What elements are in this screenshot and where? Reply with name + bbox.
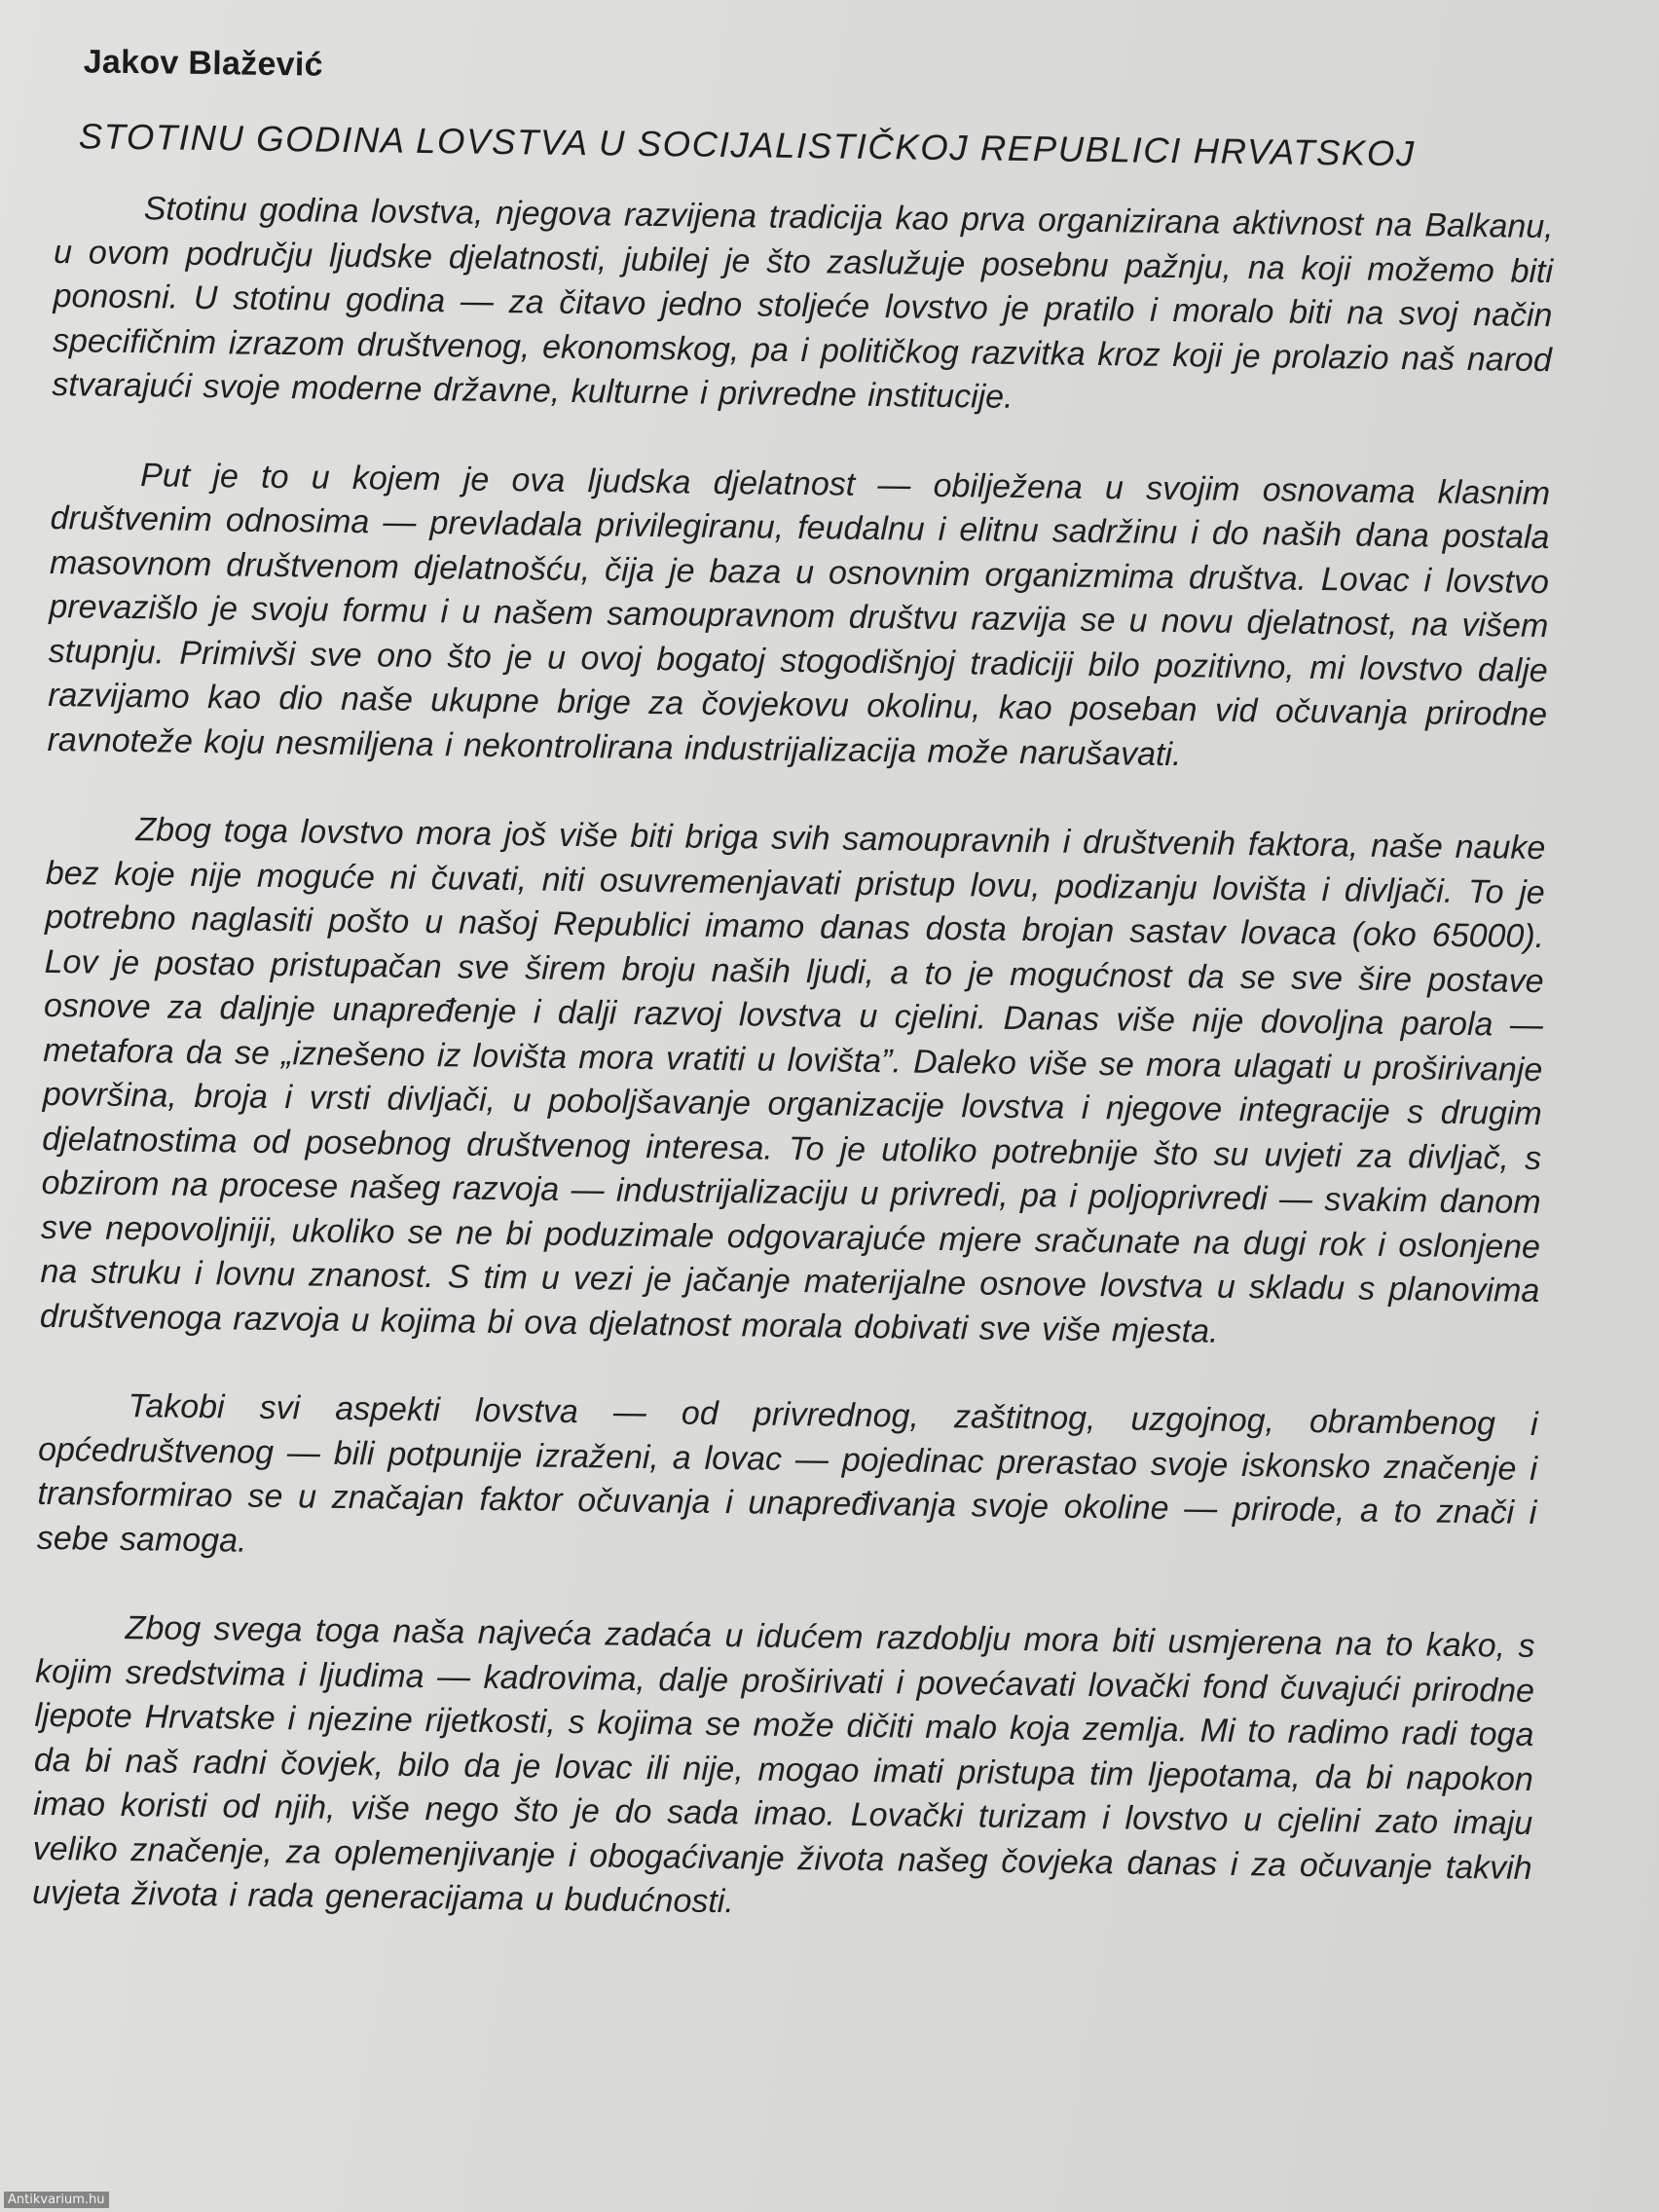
paragraph-1: Stotinu godina lovstva, njegova razvijena tradicija kao prva organizirana aktivnost na Balkanu, u ovom području ljudske djelatnosti, jubilej je što zaslužuje posebnu pažnju, na koji možemo biti ponosni. U stotinu godina — za čitavo jedno stoljeće lovstvo je pratilo i moralo biti na svoj način specifičnim izrazom društvenog, ekonomskog, pa i političkog razvitka kroz koji je prolazio naš narod stvarajući svoje moderne državne, kulturne i privredne institucije. — [52, 190, 1554, 416]
paragraph-3: Zbog toga lovstvo mora još više biti briga svih samoupravnih i društvenih faktora, naše nauke bez koje nije moguće ni čuvati, niti osuvremenjavati pristup lovu, podizanju lovišta i divljači. To je potrebno naglasiti pošto u našoj Republici imamo danas dosta brojan sastav lovaca (oko 65000). Lov je postao pristupačan sve širem broju naših ljudi, a to je mogućnost da se sve šire postave osnove za daljnje unapređenje i dalji razvoj lovstva u cjelini. Danas više nije dovoljna parola — metafora da se „iznešeno iz lovišta mora vratiti u lovišta”. Daleko više se mora ulagati u proširivanje površina, broja i vrsti divljači, u poboljšavanje organizacije lovstva i njegove integracije s drugim djelatnostima od posebnog društvenog interesa. To je utoliko potrebnije što su uvjeti za divljač, s obzirom na procese našeg razvoja — industrijalizaciju u privredi, pa i poljoprivredi — svakim danom sve nepovoljniji, ukoliko se ne bi poduzimale odgovarajuće mjere sračunate na dugi rok i oslonjene na struku i lovnu znanost. S tim u vezi je jačanje materijalne osnove lovstva u skladu s planovima društvenoga razvoja u kojima bi ova djelatnost morala dobivati sve više mjesta. — [39, 811, 1546, 1350]
author-name: Jakov Blažević — [83, 43, 324, 84]
document-body — [31, 43, 1556, 1979]
paragraph-5: Zbog svega toga naša najveća zadaća u idućem razdoblju mora biti usmjerena na to kako, s kojim sredstvima i ljudima — kadrovima, dalje proširivati i povećavati lovački fond čuvajući prirodne ljepote Hrvatske i njezine rijetkosti, s kojima se može dičiti malo koja zemlja. Mi to radimo radi toga da bi naš radni čovjek, bilo da je lovac ili nije, mogao imati pristupa tim ljepotama, da bi napokon imao koristi od njih, više nego što je do sada imao. Lovački turizam i lovstvo u cjelini zato imaju veliko značenje, za oplemenjivanje i obogaćivanje života našeg čovjeka danas i za očuvanje takvih uvjeta života i rada generacijama u budućnosti. — [31, 1609, 1535, 1921]
paragraph-2: Put je to u kojem je ova ljudska djelatnost — obilježena u svojim osnovama klasnim društvenim odnosima — prevladala privilegiranu, feudalnu i elitnu sadržinu i do naših dana postala masovnom društvenom djelatnošću, čija je baza u osnovnim organizmima društva. Lovac i lovstvo prevazišlo je svoju formu i u našem samoupravnom društvu razvija se u novu djelatnost, na višem stupnju. Primivši sve ono što je u ovoj bogatoj stogodišnjoj tradiciji bilo pozitivno, mi lovstvo dalje razvijamo kao dio naše ukupne brige za čovjekovu okolinu, kao poseban vid očuvanja prirodne ravnoteže koju nesmiljena i nekontrolirana industrijalizacija može narušavati. — [47, 456, 1551, 773]
article-title: STOTINU GODINA LOVSTVA U SOCIJALISTIČKOJ REPUBLICI HRVATSKOJ — [78, 116, 1417, 174]
paragraph-4: Takobi svi aspekti lovstva — od privrednog, zaštitnog, uzgojnog, obrambenog i općedruštvenog — bili potpunije izraženi, a lovac — pojedinac prerastao svoje iskonsko značenje i transformirao se u značajan faktor očuvanja i unapređivanja svoje okoline — prirode, a to znači i sebe samoga. — [36, 1387, 1538, 1560]
watermark: Antikvarium.hu — [4, 2192, 109, 2208]
